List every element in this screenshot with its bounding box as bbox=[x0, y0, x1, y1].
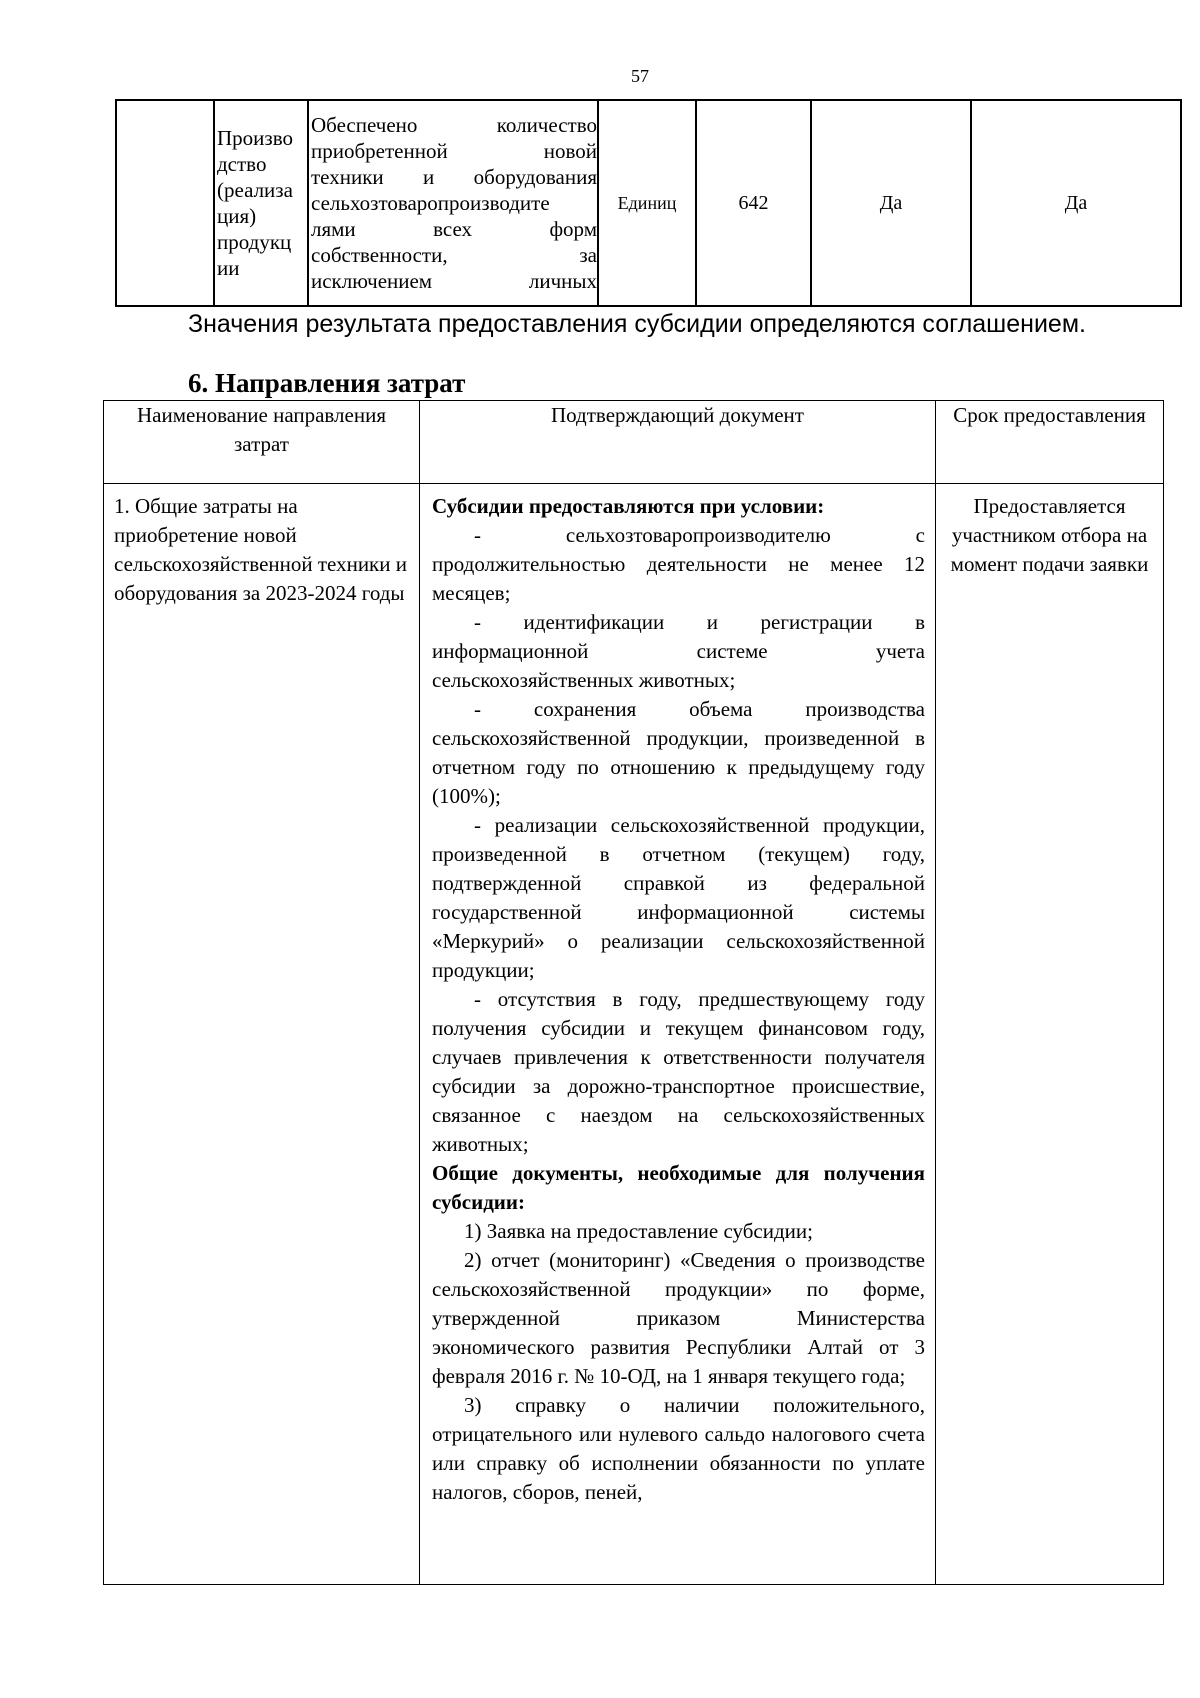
document-item: 1) Заявка на предоставление субсидии; bbox=[464, 1219, 813, 1243]
page-number: 57 bbox=[631, 66, 649, 86]
col-a-cell: Да bbox=[811, 100, 971, 306]
description-line: собственности, за bbox=[311, 243, 597, 267]
production-line: ии bbox=[217, 256, 240, 280]
condition-item: - реализации сельскохозяйственной продукции, произведенной в отчетном (текущем) году, подтвержденной справкой из федеральной государственной информационной системы «Меркурий» о реализации сельскохозяйственной продукции; bbox=[432, 813, 925, 982]
production-line: Произво bbox=[217, 126, 293, 150]
header-name: Наименование направления затрат bbox=[104, 401, 420, 484]
documents-title: Общие документы, необходимые для получения субсидии: bbox=[432, 1161, 925, 1214]
condition-item: - сельхозтоваропроизводителю с продолжительностью деятельности не менее 12 месяцев; bbox=[432, 523, 925, 605]
result-table bbox=[115, 99, 1182, 307]
cost-direction-name: 1. Общие затраты на приобретение новой сельскохозяйственной техники и оборудования за 2023-2024 годы bbox=[104, 484, 420, 1585]
unit-cell: Единиц bbox=[598, 100, 696, 306]
table-row bbox=[104, 484, 1164, 1585]
header-term: Срок предоставления bbox=[936, 401, 1164, 484]
description-line: исключением личных bbox=[311, 269, 597, 293]
confirming-document bbox=[420, 484, 936, 1585]
provision-term: Предоставляется участником отбора на момент подачи заявки bbox=[936, 484, 1164, 1585]
section-heading: 6. Направления затрат bbox=[188, 368, 466, 398]
document-item: 3) справку о наличии положительного, отрицательного или нулевого сальдо налогового счета или справку об исполнении обязанности по уплате налогов, сборов, пеней, bbox=[432, 1393, 925, 1504]
description-line: лями всех форм bbox=[311, 217, 598, 241]
col-b-cell: Да bbox=[971, 100, 1181, 306]
condition-item: - идентификации и регистрации в информационной системе учета сельскохозяйственных животных; bbox=[432, 610, 925, 692]
costs-table bbox=[103, 400, 1164, 1585]
production-line: ция) bbox=[217, 204, 257, 228]
description-line: сельхозтоваропроизводите bbox=[311, 191, 550, 215]
production-cell bbox=[214, 100, 308, 306]
document-item: 2) отчет (мониторинг) «Сведения о производстве сельскохозяйственной продукции» по форме, утвержденной приказом Министерства экономического развития Республики Алтай от 3 февраля 2016 г. № 10-ОД, на 1 января текущего года; bbox=[432, 1248, 925, 1388]
production-line: продукц bbox=[217, 230, 292, 254]
conditions-title: Субсидии предоставляются при условии: bbox=[432, 494, 825, 518]
description-line: техники и оборудования bbox=[311, 165, 598, 189]
value-cell: 642 bbox=[696, 100, 811, 306]
production-line: (реализа bbox=[217, 178, 293, 202]
description-line: приобретенной новой bbox=[311, 139, 597, 163]
description-cell bbox=[308, 100, 598, 306]
table-header-row bbox=[104, 401, 1164, 484]
result-note: Значения результата предоставления субсидии определяются соглашением. bbox=[188, 310, 1086, 338]
condition-item: - сохранения объема производства сельскохозяйственной продукции, произведенной в отчетном году по отношению к предыдущему году (100%); bbox=[432, 697, 925, 808]
description-line: Обеспечено количество bbox=[311, 113, 597, 137]
header-document: Подтверждающий документ bbox=[420, 401, 936, 484]
condition-item: - отсутствия в году, предшествующему году получения субсидии и текущем финансовом году, случаев привлечения к ответственности получателя субсидии за дорожно-транспортное происшествие, связанное с наездом на сельскохозяйственных животных; bbox=[432, 987, 925, 1156]
production-line: дство bbox=[217, 152, 267, 176]
table-row bbox=[116, 100, 1181, 306]
empty-cell bbox=[116, 100, 214, 306]
